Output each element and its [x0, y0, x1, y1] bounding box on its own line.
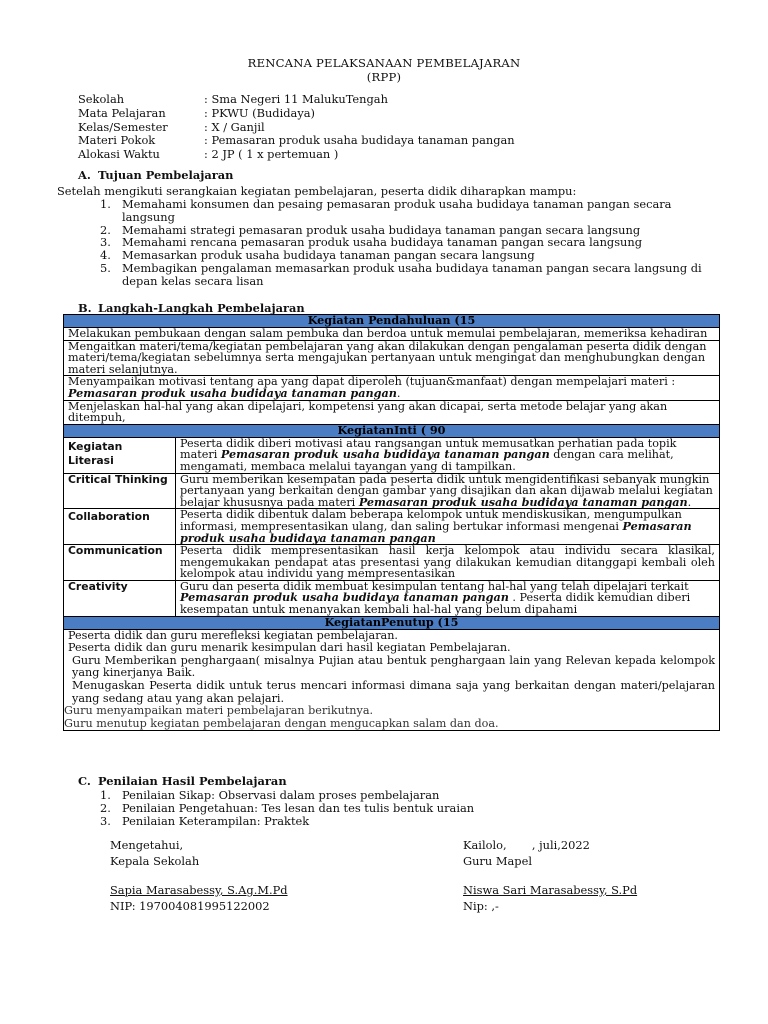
objectives-list: [100, 198, 715, 288]
item-text: Penilaian Sikap: Observasi dalam proses pembelajaran: [122, 788, 440, 802]
list-item: [100, 815, 700, 828]
activity-text: Peserta didik dibentuk dalam beberapa kelompok untuk mendiskusikan, mengumpulkan informasi, mempresentasikan ulang, dan saling bertukar informasi mengenai: [180, 508, 682, 533]
penutup-line: Menugaskan Peserta didik untuk terus mencari informasi dimana saja yang berkaitan dengan materi/pelajaran yang sedang atau yang akan pelajari.: [72, 679, 715, 705]
aspect-label: Collaboration: [64, 509, 176, 545]
sig-id: Nip: ,-: [463, 898, 499, 913]
item-number: 2.: [100, 800, 111, 815]
sig-line: Kailolo, , juli,2022: [463, 838, 590, 852]
item-text: Penilaian Pengetahuan: Tes lesan dan tes tulis bentuk uraian: [122, 800, 475, 815]
sig-role: Guru Mapel: [463, 853, 532, 868]
item-text: Membagikan pengalaman memasarkan produk usaha budidaya tanaman pangan secara langsung di depan kelas secara lisan: [122, 260, 702, 288]
row-text: Menyampaikan motivasi tentang apa yang dapat diperoleh (tujuan&manfaat) dengan mempelajari materi :: [68, 375, 676, 389]
info-row: [78, 93, 515, 107]
topic-emphasis: Pemasaran produk usaha budidaya tanaman pangan: [68, 385, 397, 400]
section-c-heading: [78, 774, 287, 788]
learning-steps-table: [63, 314, 720, 731]
signature-right: [463, 838, 637, 914]
activity-text: . Peserta didik kemudian diberi kesempatan untuk menanyakan kembali hal-hal yang belum dipahami: [180, 591, 691, 617]
penutup-header: KegiatanPenutup (15: [64, 616, 720, 629]
section-title: Tujuan Pembelajaran: [98, 168, 234, 182]
sig-line: Mengetahui,: [110, 838, 184, 852]
info-label: Kelas/Semester: [78, 119, 168, 134]
info-label: Materi Pokok: [78, 133, 156, 148]
penutup-line: Guru menyampaikan materi pembelajaran berikutnya.: [64, 704, 374, 718]
penutup-line: Peserta didik dan guru menarik kesimpulan dari hasil kegiatan Pembelajaran.: [68, 641, 511, 655]
item-text: Penilaian Keterampilan: Praktek: [122, 813, 310, 828]
activity-text: Peserta didik mempresentasikan hasil kerja kelompok atau individu secara klasikal, mengemukakan pendapat atas presentasi yang dilakukan kemudian ditanggapi kembali oleh kelompok atau individu yang mempresentasikan: [180, 544, 715, 581]
document-subtitle: (RPP): [366, 70, 402, 84]
section-title: Penilaian Hasil Pembelajaran: [98, 774, 287, 788]
section-letter: C.: [78, 774, 91, 788]
topic-emphasis: Pemasaran produk usaha budidaya tanaman pangan: [358, 494, 688, 509]
inti-activity: [176, 473, 720, 509]
aspect-label: Critical Thinking: [64, 473, 176, 509]
item-text: Memahami strategi pemasaran produk usaha budidaya tanaman pangan secara langsung: [122, 222, 641, 237]
info-row: [78, 134, 515, 148]
aspect-label: Communication: [64, 545, 176, 581]
identity-block: [78, 93, 515, 162]
penutup-line: Guru Memberikan penghargaan( misalnya Pujian atau bentuk penghargaan lain yang Relevan kepada kelompok yang kinerjanya Baik.: [72, 653, 715, 680]
item-number: 3.: [100, 813, 111, 828]
pendahuluan-header: Kegiatan Pendahuluan (15: [64, 315, 720, 328]
activity-text: dengan cara melihat, mengamati, membaca melalui tayangan yang di tampilkan.: [180, 448, 674, 473]
info-label: Mata Pelajaran: [78, 105, 166, 120]
info-label: Alokasi Waktu: [78, 147, 160, 162]
pendahuluan-row: Menjelaskan hal-hal yang akan dipelajari, kompetensi yang akan dicapai, serta metode belajar yang akan ditempuh,: [64, 400, 720, 424]
sig-id: NIP: 197004081995122002: [110, 898, 270, 913]
inti-activity: [176, 545, 720, 581]
inti-activity: [176, 580, 720, 616]
info-value: : PKWU (Budidaya): [204, 105, 315, 120]
activity-text: Guru memberikan kesempatan pada peserta didik untuk mengidentifikasi sebanyak mungkin pertanyaan yang berkaitan dengan gambar yang disajikan dan akan dijawab melalui kegiatan belajar khususnya pada materi: [180, 472, 713, 509]
document-title: RENCANA PELAKSANAAN PEMBELAJARAN: [247, 56, 521, 70]
item-number: 1.: [100, 788, 111, 802]
aspect-label: Kegiatan Literasi: [64, 437, 176, 473]
list-item: [100, 198, 715, 224]
info-value: : 2 JP ( 1 x pertemuan ): [204, 147, 339, 162]
penutup-line: Guru menutup kegiatan pembelajaran dengan mengucapkan salam dan doa.: [64, 716, 499, 730]
info-row: [78, 121, 515, 135]
inti-activity: [176, 437, 720, 473]
item-text: Memasarkan produk usaha budidaya tanaman pangan secara langsung: [122, 248, 535, 263]
info-row: [78, 107, 515, 121]
item-number: 2.: [100, 222, 111, 237]
pendahuluan-row: Mengaitkan materi/tema/kegiatan pembelajaran yang akan dilakukan dengan pengalaman peserta didik dengan materi/tema/kegiatan sebelumnya serta mengajukan pertanyaan untuk mengingat dan menghubungkan dengan materi selanjutnya.: [64, 340, 720, 376]
info-value: : Pemasaran produk usaha budidaya tanaman pangan: [204, 133, 515, 148]
item-number: 1.: [100, 197, 111, 211]
penutup-line: Peserta didik dan guru merefleksi kegiatan pembelajaran.: [68, 628, 398, 642]
section-letter: A.: [78, 168, 91, 182]
list-item: [100, 262, 715, 288]
pendahuluan-row: Melakukan pembukaan dengan salam pembuka dan berdoa untuk memulai pembelajaran, memeriksa kehadiran: [64, 328, 720, 341]
signature-left: [110, 838, 288, 914]
section-title: Langkah-Langkah Pembelajaran: [98, 301, 305, 315]
inti-header: KegiatanInti ( 90: [64, 424, 720, 437]
section-a-heading: [78, 168, 233, 182]
item-text: Memahami konsumen dan pesaing pemasaran produk usaha budidaya tanaman pangan secara langsung: [122, 197, 672, 224]
topic-emphasis: Pemasaran produk usaha budidaya tanaman pangan: [180, 518, 692, 545]
row-text-end: .: [396, 386, 401, 400]
sig-name: Niswa Sari Marasabessy, S.Pd: [463, 883, 638, 897]
pendahuluan-row: [64, 376, 720, 400]
topic-emphasis: Pemasaran produk usaha budidaya tanaman pangan: [220, 447, 550, 462]
info-value: : Sma Negeri 11 MalukuTengah: [204, 92, 388, 106]
topic-emphasis: Pemasaran produk usaha budidaya tanaman pangan: [180, 590, 509, 605]
assessment-list: [100, 789, 700, 827]
sig-name: Sapia Marasabessy, S.Ag.M.Pd: [110, 883, 288, 897]
section-letter: B.: [78, 301, 92, 315]
aspect-label: Creativity: [64, 580, 176, 616]
sig-role: Kepala Sekolah: [110, 853, 200, 868]
penutup-body: [64, 629, 720, 731]
item-text: Memahami rencana pemasaran produk usaha budidaya tanaman pangan secara langsung: [122, 235, 643, 250]
objectives-intro: Setelah mengikuti serangkaian kegiatan pembelajaran, peserta didik diharapkan mampu:: [57, 184, 577, 198]
inti-activity: [176, 509, 720, 545]
activity-text: Peserta didik diberi motivasi atau rangsangan untuk memusatkan perhatian pada topik materi: [180, 436, 677, 462]
item-number: 5.: [100, 260, 111, 275]
activity-text: .: [687, 495, 692, 509]
section-b-heading: [78, 301, 305, 315]
info-row: [78, 148, 515, 162]
item-number: 4.: [100, 248, 111, 263]
item-number: 3.: [100, 235, 111, 250]
activity-text: Guru dan peserta didik membuat kesimpulan tentang hal-hal yang telah dipelajari terkait: [180, 579, 689, 593]
info-value: : X / Ganjil: [204, 119, 265, 134]
info-label: Sekolah: [78, 92, 125, 106]
